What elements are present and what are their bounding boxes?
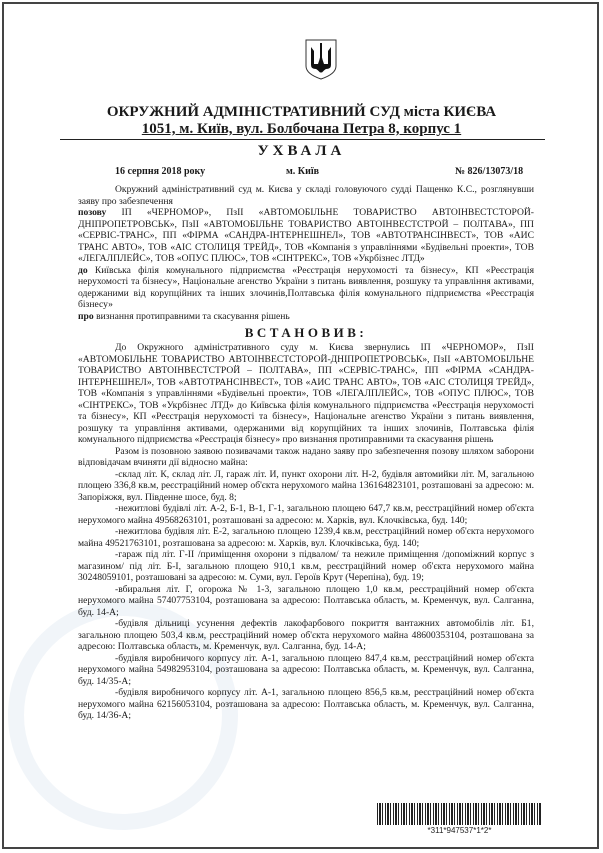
intro-paragraph: Окружний адміністративний суд м. Києва у складі головуючого судді Пащенко К.С., розглянувши заяву про забезпечення <box>78 184 534 207</box>
property-item: -гараж під літ. Г-ІІ /приміщення охорони з підвалом/ та нежиле приміщення /допоміжний корпус з магазином/ під літ. Б-І, загальною площею 910,1 кв.м, реєстраційний номер об'єкта нерухомого майна 30248059101, розташовані за адресою: м. Суми, вул. Героїв Крут (Черепіна), буд. 19; <box>78 549 534 583</box>
document-city: м. Київ <box>286 166 320 177</box>
property-item: -будівля виробничого корпусу літ. А-1, загальною площею 847,4 кв.м, реєстраційний номер об'єкта нерухомого майна 54982953104, розташована за адресою: Полтавська область, м. Кременчук, вул. Салганна, буд. 14/35-А; <box>78 652 534 687</box>
document-body <box>78 184 534 722</box>
property-item: -склад літ. К, склад літ. Л, гараж літ. И, пункт охорони літ. Н-2, будівля автомийки літ. М, загальною площею 336,8 кв.м, реєстраційний номер об'єкта нерухомого майна 136164823101, розташовані за адресою: м. Запоріжжя, вул. Південне шосе, буд. 8; <box>78 468 534 503</box>
document-type-title: УХВАЛА <box>257 143 346 159</box>
case-number: № 826/13073/18 <box>455 166 524 177</box>
defendants-label: до <box>78 264 88 276</box>
subject-text: визнання протиправними та скасування рішень <box>96 310 290 322</box>
defendants-paragraph <box>78 265 534 311</box>
property-item: -нежитлова будівля літ. Е-2, загальною площею 1239,4 кв.м, реєстраційний номер об'єкта нерухомого майна 49521763101, розташована за адресою: м. Харків, вул. Клочківська, буд. 140; <box>78 526 534 549</box>
property-item: -будівля виробничого корпусу літ. А-1, загальною площею 856,5 кв.м, реєстраційний номер об'єкта нерухомого майна 62156053104, розташована за адресою: Полтавська область, м. Кременчук, вул. Салганна, буд. 14/36-А; <box>78 687 534 721</box>
court-address-text: 1051, м. Київ, вул. Болбочана Петра 8, корпус 1 <box>141 121 462 137</box>
document-date: 16 серпня 2018 року <box>115 166 206 177</box>
established-paragraph-2: Разом із позовною заявою позивачами також надано заяву про забезпечення позову шляхом заборони відповідачам вчиняти дії відносно майна: <box>78 445 534 468</box>
defendants-list: Київська філія комунального підприємства «Реєстрація нерухомості та бізнесу», КП «Реєстрація нерухомості та бізнесу», Національне агенство України з питань виявлення, розшуку та управління активами, одержаними від корупційних та інших злочинів,Полтавська філія комунального підприємства «Реєстрація бізнесу» <box>78 264 534 310</box>
court-name: ОКРУЖНИЙ АДМІНІСТРАТИВНИЙ СУД міста КИЄВА <box>106 104 497 120</box>
header-divider <box>60 139 545 140</box>
property-item: -вбиральня літ. Г, огорожа № 1-3, загальною площею 1,0 кв.м, реєстраційний номер об'єкта нерухомого майна 57407753104, розташована за адресою: Полтавська область, м. Кременчук, вул. Салганна, буд. 14-А; <box>78 583 534 618</box>
established-paragraph-1: До Окружного адміністративного суду м. Києва звернулись ІП «ЧЕРНОМОР», ПзІІ «АВТОМОБІЛЬНЕ ТОВАРИСТВО АВТОІНВЕСТСТОРОЙ-ДНІПРОПЕТРОВСЬК», ПзІІ «АВТОМОБІЛЬНЕ ТОВАРИСТВО АВТОІНВЕСТСТРОЙ – ПОЛТАВА», ПП «СЕРВІС-ТРАНС», ПП «ФІРМА «САНДРА-ІНТЕРНЕШНЕЛ», ТОВ «АВТОТРАНСІНВЕСТ», ТОВ «АИС ТРАНС АВТО», ТОВ «АІС СТОЛИЦЯ ТРЕЙД», ТОВ «Компанія з управліннями «Будівельні проекти», ТОВ «ЛЕГАЛПЛЕЙС», ТОВ «ОПУС ПЛЮС», ТОВ «СІНТРЕКС», ТОВ «Укрбізнес ЛТД» до Київська філія комунального підприємства «Реєстрація нерухомості та бізнесу», КП «Реєстрація нерухомості та бізнесу», Національне агенство України з питань виявлення, розшуку та управління активами, одержаними від корупційних та інших злочинів, Полтавська філія комунального підприємства «Реєстрація бізнесу» про визнання протиправними та скасування рішень <box>78 342 534 445</box>
property-item: -нежитлові будівлі літ. А-2, Б-1, В-1, Г-1, загальною площею 647,7 кв.м, реєстраційний номер об'єкта нерухомого майна 49568263101, розташовані за адресою: м. Харків, вул. Клочківська, буд. 140; <box>78 503 534 526</box>
court-address <box>10 121 593 138</box>
barcode <box>377 803 542 825</box>
subject-label: про <box>78 310 94 322</box>
subject-paragraph <box>78 311 534 323</box>
barcode-text: *311*947537*1*2* <box>427 826 492 835</box>
plaintiffs-label: позову <box>78 207 107 218</box>
property-item: -будівля дільниці усунення дефектів лакофарбового покриття вантажних автомобілів літ. Б1, загальною площею 503,4 кв.м, реєстраційний номер об'єкта нерухомого майна 48600353104, розташована за адресою: Полтавська область, м. Кременчук, вул. Салганна, буд. 14-А; <box>78 618 534 652</box>
plaintiffs-list: ІП «ЧЕРНОМОР», ПзІІ «АВТОМОБІЛЬНЕ ТОВАРИСТВО АВТОІНВЕСТСТОРОЙ-ДНІПРОПЕТРОВСЬК», ПзІІ «АВТОМОБІЛЬНЕ ТОВАРИСТВО АВТОІНВЕСТСТРОЙ – ПОЛТАВА», ПП «СЕРВІС-ТРАНС», ПП «ФІРМА «САНДРА-ІНТЕРНЕШНЕЛ», ТОВ «АВТОТРАНСІНВЕСТ», ТОВ «АИС ТРАНС АВТО», ТОВ «АІС СТОЛИЦЯ ТРЕЙД», ТОВ «Компанія з управліннями «Будівельні проекти», ТОВ «ЛЕГАЛПЛЕЙС», ТОВ «ОПУС ПЛЮС», ТОВ «СІНТРЕКС», ТОВ «Укрбізнес ЛТД» <box>78 207 534 264</box>
plaintiffs-paragraph <box>78 207 534 265</box>
established-heading: ВСТАНОВИВ: <box>244 325 368 340</box>
trident-coat-of-arms-icon <box>304 38 338 80</box>
